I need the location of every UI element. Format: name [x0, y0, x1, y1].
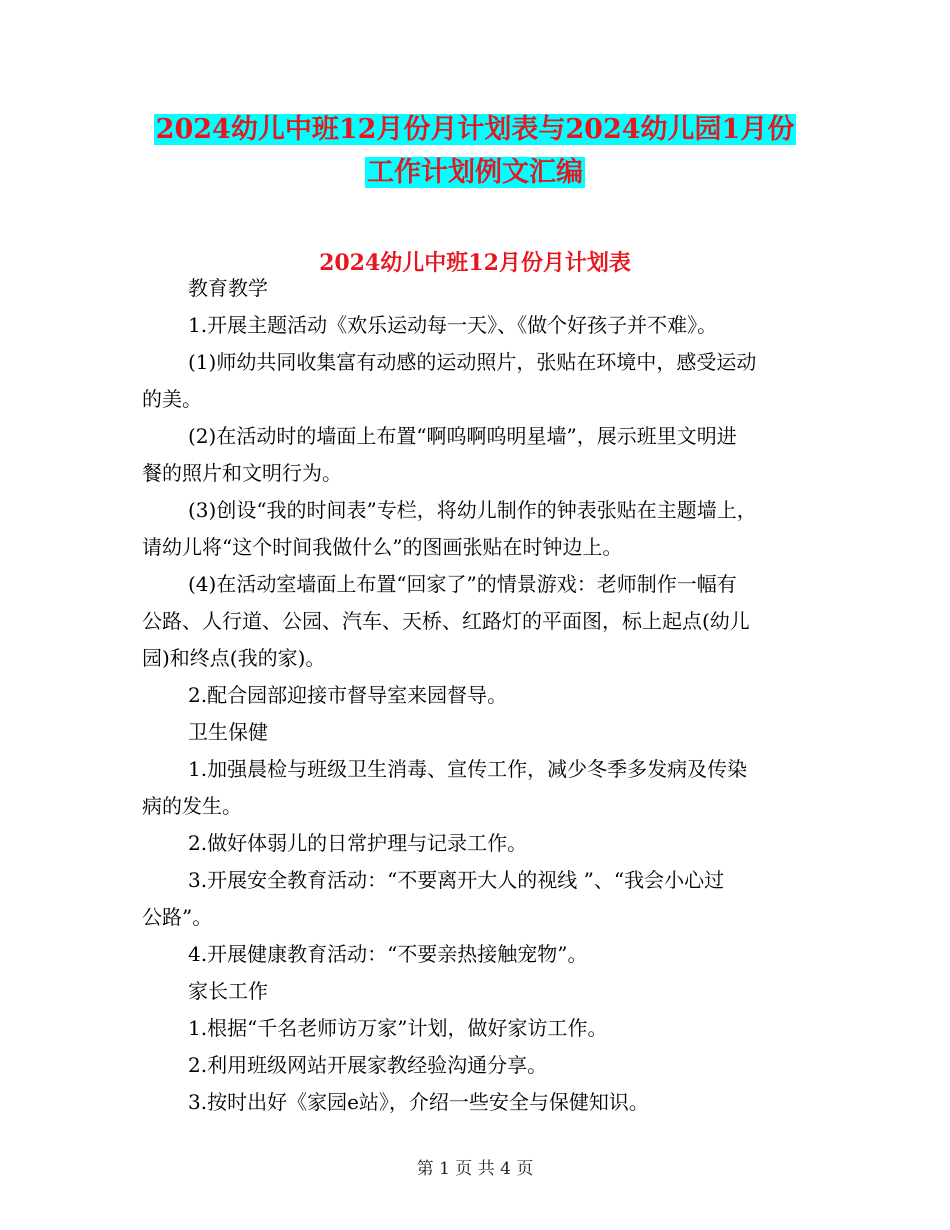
paragraph-line: 1.开展主题活动《欢乐运动每一天》、《做个好孩子并不难》。	[188, 313, 718, 337]
paragraph-line: 的美。	[142, 387, 202, 411]
paragraph-line: 请幼儿将“这个时间我做什么”的图画张贴在时钟边上。	[142, 535, 623, 559]
paragraph-line: 餐的照片和文明行为。	[142, 461, 342, 485]
paragraph-line: 4.开展健康教育活动：“不要亲热接触宠物”。	[188, 942, 588, 966]
paragraph-line: 1.根据“千名老师访万家”计划，做好家访工作。	[188, 1016, 608, 1040]
section-heading-health: 卫生保健	[188, 720, 268, 744]
paragraph-line: 2.利用班级网站开展家教经验沟通分享。	[188, 1053, 548, 1077]
paragraph-line: (1)师幼共同收集富有动感的运动照片，张贴在环境中，感受运动	[188, 350, 757, 374]
paragraph-line: 公路、人行道、公园、汽车、天桥、红路灯的平面图，标上起点(幼儿	[142, 609, 750, 633]
section-title: 2024幼儿中班12月份月计划表	[319, 250, 631, 276]
section-heading-education: 教育教学	[188, 276, 268, 300]
paragraph-line: (4)在活动室墙面上布置“回家了”的情景游戏：老师制作一幅有	[188, 572, 737, 596]
page-number-footer: 第 1 页 共 4 页	[416, 1159, 534, 1179]
paragraph-line: 3.开展安全教育活动：“不要离开大人的视线 ”、“我会小心过	[188, 868, 725, 892]
section-heading-parents: 家长工作	[188, 979, 268, 1003]
paragraph-line: 病的发生。	[142, 794, 242, 818]
paragraph-line: 公路”。	[142, 905, 213, 929]
paragraph-line: 2.配合园部迎接市督导室来园督导。	[188, 683, 508, 707]
paragraph-line: (2)在活动时的墙面上布置“啊呜啊呜明星墙”，展示班里文明进	[188, 424, 737, 448]
paragraph-line: (3)创设“我的时间表”专栏，将幼儿制作的钟表张贴在主题墙上，	[188, 498, 757, 522]
document-title-line-1: 2024幼儿中班12月份月计划表与2024幼儿园1月份	[155, 114, 795, 145]
document-title-line-2: 工作计划例文汇编	[367, 157, 583, 188]
paragraph-line: 2.做好体弱儿的日常护理与记录工作。	[188, 831, 528, 855]
paragraph-line: 1.加强晨检与班级卫生消毒、宣传工作，减少冬季多发病及传染	[188, 757, 748, 781]
paragraph-line: 园)和终点(我的家)。	[142, 646, 326, 670]
paragraph-line: 3.按时出好《家园e站》，介绍一些安全与保健知识。	[188, 1090, 649, 1114]
